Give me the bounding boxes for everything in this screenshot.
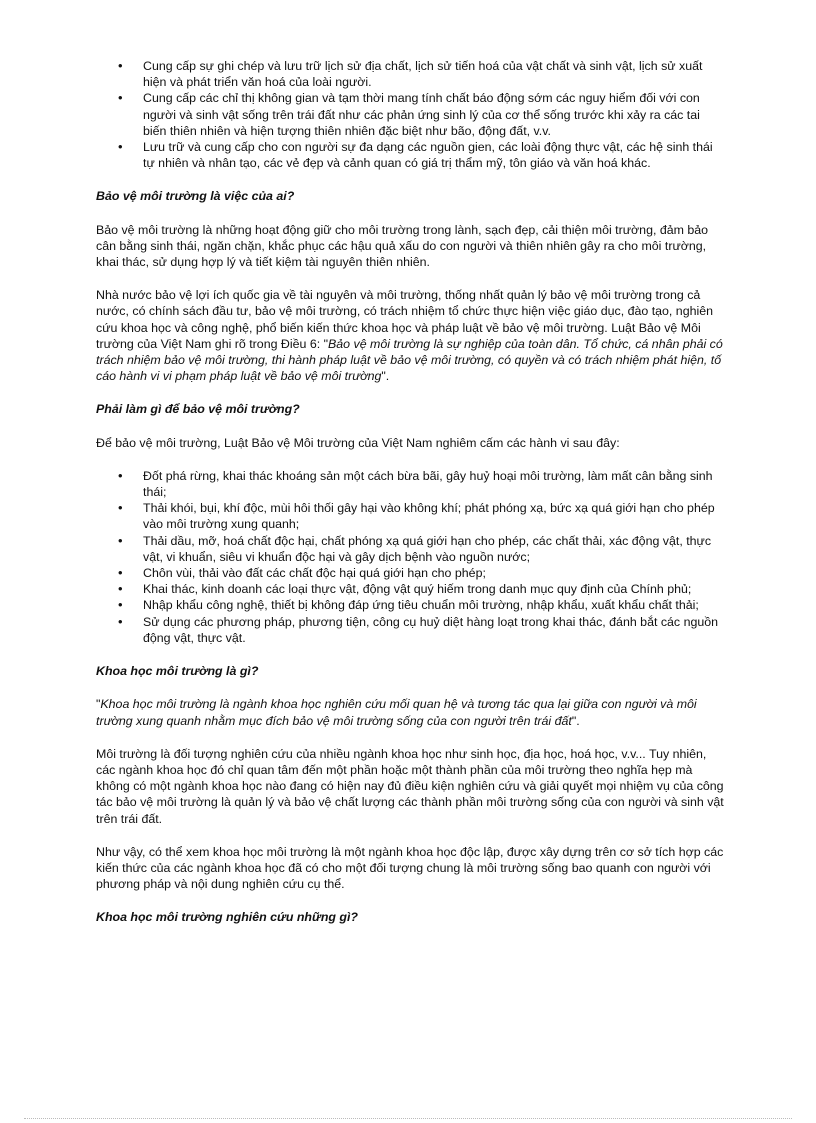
list-item: • Nhập khẩu công nghệ, thiết bị không đáp ứng tiêu chuẩn môi trường, nhập khẩu, xuất khẩu chất thải; [143,597,724,613]
paragraph-definition: Bảo vệ môi trường là những hoạt động giữ cho môi trường trong lành, sạch đẹp, cải thiện môi trường, đảm bảo cân bằng sinh thái, ngăn chặn, khắc phục các hậu quả xấu do con người và thiên nhiên gây ra cho môi trường, khai thác, sử dụng hợp lý và tiết kiệm tài nguyên thiên nhiên. [96,222,709,270]
list-item: • Cung cấp các chỉ thị không gian và tạm thời mang tính chất báo động sớm các nguy hiểm đối với con người và sinh vật sống trên trái đất như các phản ứng sinh lý của cơ thể sống trước khi xảy ra các tai biến thiên nhiên và hiện tượng thiên nhiên đặc biệt như bão, động đất, v.v. [143,90,724,139]
list-item: • Sử dụng các phương pháp, phương tiện, công cụ huỷ diệt hàng loạt trong khai thác, đánh bắt các nguồn động vật, thực vật. [143,614,724,646]
list-item: • Thải dầu, mỡ, hoá chất độc hại, chất phóng xạ quá giới hạn cho phép, các chất thải, xác động vật, thực vật, vi khuẩn, siêu vi khuẩn độc hại và gây dịch bệnh vào nguồn nước; [143,533,724,565]
list-item: • Cung cấp sự ghi chép và lưu trữ lịch sử địa chất, lịch sử tiến hoá của vật chất và sinh vật, lịch sử xuất hiện và phát triển văn hoá của loài người. [143,58,724,90]
list-item: • Khai thác, kinh doanh các loại thực vật, động vật quý hiếm trong danh mục quy định của Chính phủ; [143,581,724,597]
paragraph-research-fields: Môi trường là đối tượng nghiên cứu của nhiều ngành khoa học như sinh học, địa học, hoá học, v.v... Tuy nhiên, các ngành khoa học đó chỉ quan tâm đến một phần hoặc một thành phần của môi trường theo nghĩa hẹp mà không có một ngành khoa học nào đang có hiện nay đủ điều kiện nghiên cứu và giải quyết mọi nhiệm vụ của công tác bảo vệ môi trường là quản lý và bảo vệ chất lượng các thành phần môi trường sống của con người và sinh vật trên trái đất. [96,746,724,826]
quote-close: ". [571,713,580,728]
page-bottom-divider [24,1118,792,1119]
paragraph-state-role [96,287,724,384]
quote-open: " [96,697,101,712]
prohibited-acts-list [96,468,724,646]
document-page [96,58,724,926]
paragraph-independent-science: Như vậy, có thể xem khoa học môi trường là một ngành khoa học độc lập, được xây dựng trên cơ sở tích hợp các kiến thức của các ngành khoa học đã có cho một đối tượng chung là môi trường sống bao quanh con người với phương pháp và nội dung nghiên cứu cụ thể. [96,844,724,892]
section-heading-what-to-do: Phải làm gì để bảo vệ môi trường? [96,402,300,417]
intro-bullet-list [96,58,724,171]
paragraph-prohibited-intro: Để bảo vệ môi trường, Luật Bảo vệ Môi trường của Việt Nam nghiêm cấm các hành vi sau đây: [96,435,620,450]
list-item: • Chôn vùi, thải vào đất các chất độc hại quá giới hạn cho phép; [143,565,724,581]
list-item: • Thải khói, bụi, khí độc, mùi hôi thối gây hại vào không khí; phát phóng xạ, bức xạ quá giới hạn cho phép vào môi trường xung quanh; [143,500,724,532]
list-item: • Lưu trữ và cung cấp cho con người sự đa dạng các nguồn gien, các loài động thực vật, các hệ sinh thái tự nhiên và nhân tạo, các vẻ đẹp và cảnh quan có giá trị thẩm mỹ, tôn giáo và văn hoá khác. [143,139,724,171]
paragraph-env-science-definition [96,696,724,728]
definition-quote: Khoa học môi trường là ngành khoa học nghiên cứu mối quan hệ và tương tác qua lại giữa con người và môi trường xung quanh nhằm mục đích bảo vệ môi trường sống của con người trên trái đất [96,697,697,728]
section-heading-env-science: Khoa học môi trường là gì? [96,664,259,679]
section-heading-who-protects: Bảo vệ môi trường là việc của ai? [96,189,295,204]
section-heading-research-topics: Khoa học môi trường nghiên cứu những gì? [96,910,358,925]
law-quote: Bảo vệ môi trường là sự nghiệp của toàn dân. Tổ chức, cá nhân phải có trách nhiệm bảo vệ môi trường, thi hành pháp luật về bảo vệ môi trường, có quyền và có trách nhiệm phát hiện, tố cáo hành vi vi phạm pháp luật về bảo vệ môi trường [96,336,723,384]
quote-close: ". [381,369,390,384]
paragraph-text: Nhà nước bảo vệ lợi ích quốc gia về tài nguyên và môi trường, thống nhất quản lý bảo vệ môi trường trong cả nước, có chính sách đầu tư, bảo vệ môi trường, có trách nhiệm tổ chức thực hiện việc giáo dục, đào tạo, nghiên cứu khoa học và công nghệ, phổ biến kiến thức khoa học và pháp luật về bảo vệ môi trường. Luật Bảo vệ Môi trường của Việt Nam ghi rõ trong Điều 6: " [96,288,714,351]
list-item: • Đốt phá rừng, khai thác khoáng sản một cách bừa bãi, gây huỷ hoại môi trường, làm mất cân bằng sinh thái; [143,468,724,500]
